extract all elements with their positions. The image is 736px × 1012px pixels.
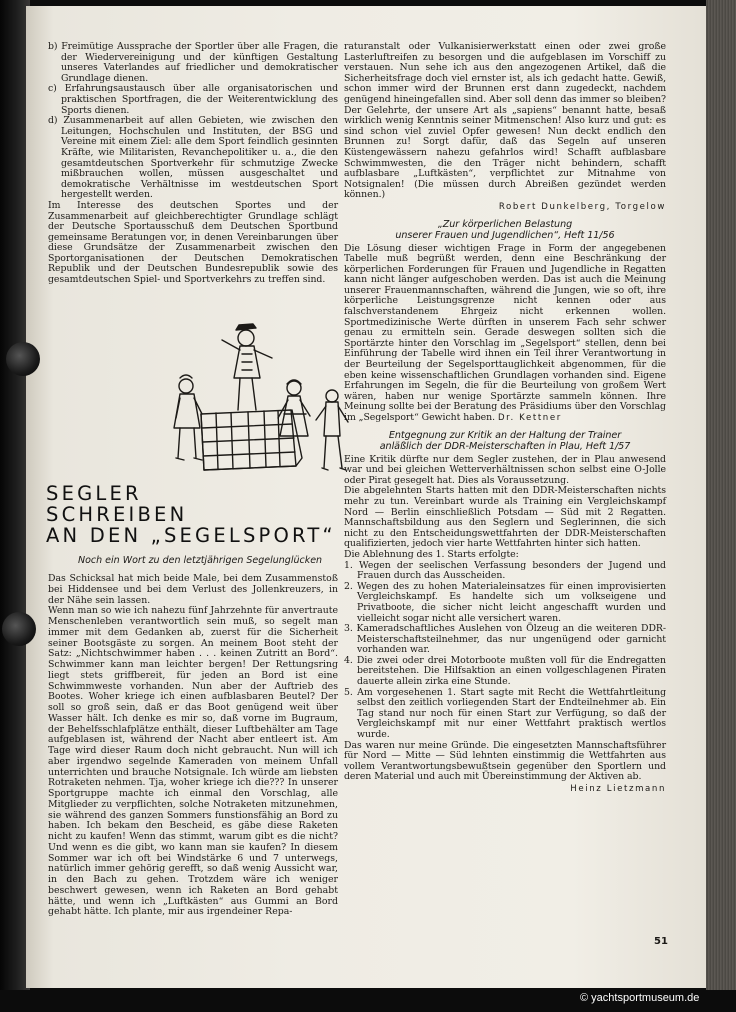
paragraph: Wenn man so wie ich nahezu fünf Jahrzehnte für anvertraute Menschenleben verantwortlich sein muß, so segelt man immer mit dem Gedanken ab, zuerst für die Sicherheit seiner Bootsgäste zu sorgen. An meinem Boot steht der Satz: „Nichtschwimmer haben . . . keinen Zutritt an Bord“. Schwimmer kann man leichter bergen! Der Rettungsring liegt stets griffbereit, für jeden an Bord ist eine Schwimmweste vorhanden. Nun aber der Auftrieb des Bootes. Woher kriege ich einen aufblasbaren Beutel? Der soll so groß sein, daß er das Boot genügend weit über Wasser hält. Ich denke es mir so, daß vorne im Bugraum, der Behelfsschlafplätze enthält, dieser Luftbehälter am Tage aufgeblasen ist, während der Nacht aber entleert ist. Am Tage wird dieser Raum doch nicht gebraucht. Nun will ich aber irgendwo segelnde Kameraden von meinem Unfall unterrichten und brauche Notsignale. Ich würde am liebsten Rotraketen nehmen. Tja, woher kriege ich die??? In unserer Sportgruppe machte ich einmal den Vorschlag, alle Mitglieder zu verpflichten, solche Notraketen mitzunehmen, sie während des ganzen Sommers funstionsfähig an Bord zu haben. Ich bekam den Bescheid, es gäbe diese Raketen nicht zu kaufen! Wenn das stimmt, warum gibt es die nicht? Und wenn es die gibt, wo kann man sie kaufen? In diesem Sommer war ich oft bei Windstärke 6 und 7 unterwegs, natürlich immer gehörig gerefft, so daß wenig Aussicht war, in den Bach zu gehen. Trotzdem wäre ich weniger beschwert gewesen, wenn ich Raketen an Bord gehabt hätte, und wenn ich „Luftkästen“ aus Gummi an Bord gehabt hätte. Ich plante, mir aus irgendeiner Repa- (48, 605, 338, 918)
paragraph: Das waren nur meine Gründe. Die eingesetzten Mannschaftsführer für Nord — Mitte — Süd lehnten einstimmig die Wettfahrten aus vollem Verantwortungsbewußtsein gegenüber den Sportlern und deren Material und auch mit Übereinstimmung der Aktiven ab. (344, 739, 666, 783)
subtitle-line: Entgegnung zur Kritik an der Haltung der Trainer (388, 429, 622, 441)
headline-line: SCHREIBEN (46, 503, 188, 526)
letter-2-subtitle (344, 219, 666, 241)
headline-line: SEGLER (46, 482, 142, 505)
signature: Robert Dunkelberg, Torgelow (498, 201, 666, 212)
page-stack-edge (706, 0, 736, 990)
paragraph: Die Ablehnung des 1. Starts erfolgte: (344, 548, 519, 560)
paragraph (344, 244, 666, 424)
sailors-illustration (156, 318, 376, 480)
list-item: b) Freimütige Aussprache der Sportler über alle Fragen, die der Wiedervereinigung und der künftigen Gestaltung unseres Vaterlandes auf friedlicher und demokratischer Grundlage dienen. (48, 41, 338, 84)
headline-line: AN DEN „SEGELSPORT“ (46, 524, 336, 547)
binder-ring-icon (2, 612, 36, 646)
column-left-top (48, 42, 338, 286)
signature: Heinz Lietzmann (570, 784, 666, 794)
list-item: c) Erfahrungsaustausch über alle organisatorischen und praktischen Sportfragen, die der Weiterentwicklung des Sports dienen. (48, 83, 338, 116)
headline-tagline: Noch ein Wort zu den letztjährigen Segelunglücken (78, 555, 323, 566)
list-item: 3. Kameradschaftliches Auslehen von Ölzeug an die weiteren DDR-Meisterschaftsteilnehmer, das nur ungenügend oder garnicht vorhanden war. (344, 623, 666, 656)
list-item: 1. Wegen der seelischen Verfassung besonders der Jugend und Frauen durch das Ausscheiden. (344, 559, 666, 582)
list-item: 4. Die zwei oder drei Motorboote mußten voll für die Endregatten bereitstehen. Die Hilfsaktion an einen vollgeschlagenen Piraten dauerte allein zirka eine Stunde. (344, 654, 666, 688)
paragraph: raturanstalt oder Vulkanisierwerkstatt einen oder zwei große Lasterluftreifen zu besorgen und die aufgeblasen im Vorschiff zu verstauen. Nun sehe ich aus den angezogenen Artikel, daß die Sicherheitsfrage doch viel ernster ist, als ich gedacht hatte. Gewiß, schon immer wird der Brunnen erst dann zugedeckt, nachdem genügend hineingefallen sind. Aber soll denn das immer so bleiben? Der Gelehrte, der unsere Art als „sapiens“ benannt hatte, besaß wirklich wenig Kenntnis seiner Mitmenschen! Also kurz und gut: es sind schon viel zuviel Opfer gewesen! Nun deckt endlich den Brunnen zu! Sorgt dafür, daß das Segeln auf unseren Küstengewässern nahezu gefahrlos wird! Schafft aufblasbare Schwimmwesten, die den Träger nicht behindern, schafft aufblasbare „Luftkästen“, verpflichtet zur Mitnahme von Notsignalen! (Die müssen durch Abreißen gezündet werden können.) (344, 41, 666, 201)
subtitle-line: „Zur körperlichen Belastung (437, 218, 573, 230)
watermark: © yachtsportmuseum.de (580, 992, 700, 1004)
list-item: 5. Am vorgesehenen 1. Start sagte mit Recht die Wettfahrtleitung selbst den zeitlich vorliegenden Start der Endteilnehmer ab. Ein Tag stand nur noch für einen Start zur Verfügung, so daß der Vergleichskampf mit nur einer Wettfahrt praktisch wertlos wurde. (344, 686, 666, 741)
subtitle-line: unserer Frauen und Jugendlichen“, Heft 11/56 (395, 229, 615, 241)
paragraph: Die abgelehnten Starts hatten mit den DDR-Meisterschaften nichts mehr zu tun. Vereinbart wurde als Training ein Vergleichskampf Nord — Berlin einschließlich Potsdam — Süd mit 2 Regatten. Mannschaftsbildung aus den Seglern und Seglerinnen, die sich nicht zu den Entscheidungswettfahrten der DDR-Meisterschaften qualifizierten, jedoch vier harte Wettfahrten hinter sich hatten. (344, 485, 666, 550)
list-item: 2. Wegen des zu hohen Materialeinsatzes für einen improvisierten Vergleichskampf. Es handelte sich um volkseigene und Privatboote, die sicher nicht leicht angeschafft wurden und vielleicht sogar nicht alle versichert waren. (344, 580, 666, 624)
column-right (344, 42, 666, 795)
magazine-page (26, 6, 708, 988)
letter-1-body (48, 574, 338, 918)
paragraph: Im Interesse des deutschen Sportes und der Zusammenarbeit auf gleichberechtigter Grundlage schlägt der Deutsche Sportausschuß dem Deutschen Sportbund gemeinsame Beratungen vor, in denen Vereinbarungen über diese Grundsätze der Zusammenarbeit zwischen den Sportorganisationen der Deutschen Demokratischen Republik und der Deutschen Bundesrepublik sowie des gesamtdeutschen Spiel- und Sportverkehrs zu treffen sind. (48, 199, 338, 286)
page-number: 51 (654, 936, 668, 947)
list-item: d) Zusammenarbeit auf allen Gebieten, wie zwischen den Leitungen, Hochschulen und Instituten, der BSG und Vereine mit einem Ziel: alle dem Sport feindlich gesinnten Kräfte, wie Militaristen, Revanchepolitiker u. a., die den gesamtdeutschen Sportverkehr für schmutzige Zwecke mißbrauchen wollen, müssen ausgeschaltet und demokratische Verhältnisse im westdeutschen Sport hergestellt werden. (48, 115, 338, 201)
paragraph: Das Schicksal hat mich beide Male, bei dem Zusammenstoß bei Hiddensee und bei dem Verlust des Jollenkreuzers, in der Nähe sein lassen. (48, 573, 338, 606)
subtitle-line: anläßlich der DDR-Meisterschaften in Plau, Heft 1/57 (379, 440, 631, 452)
letter-3-subtitle (344, 430, 666, 452)
letter-2-body: Die Lösung dieser wichtigen Frage in Form der angegebenen Tabelle muß begrüßt werden, denn eine Beschränkung der körperlichen Forderungen für Frauen und Jugendliche in Regatten kann nicht länger aufgeschoben werden. Das ist auch die Meinung unserer Frauenmannschaften, während die Jungen, wie so oft, ihre körperliche Leistungsgrenze nicht kennen oder aus falschverstandenem Ehrgeiz nicht erkennen wollen. Sportmedizinische Werte dürften in unserem Fach sehr schwer genau zu ermitteln sein. Gerade deswegen sollten sich die Sportärzte hinter den Vorschlag im „Segelsport“ stellen, denn bei Einführung der Tabelle wird ihnen ein Teil ihrer Verantwortung in der Beurteilung der Segelsporttauglichkeit abgenommen, für die eben keine wissenschaftlichen Grundlagen vorhanden sind. Eigene Erfahrungen im Segeln, die für die Beurteilung von großem Wert wären, haben nur wenige Sportärzte sammeln können. Ihre Meinung sollte bei der Beratung des Präsidiums über den Vorschlag im „Segelsport“ Gewicht haben. (344, 242, 666, 423)
binder-ring-icon (6, 342, 40, 376)
signature: Dr. Kettner (497, 413, 562, 423)
paragraph: Eine Kritik dürfte nur dem Segler zustehen, der in Plau anwesend war und bei gleichen Wetterverhältnissen schon selbst eine O-Jolle oder Pirat gesegelt hat. Dies als Voraussetzung. (344, 453, 666, 486)
section-headline (46, 483, 356, 546)
